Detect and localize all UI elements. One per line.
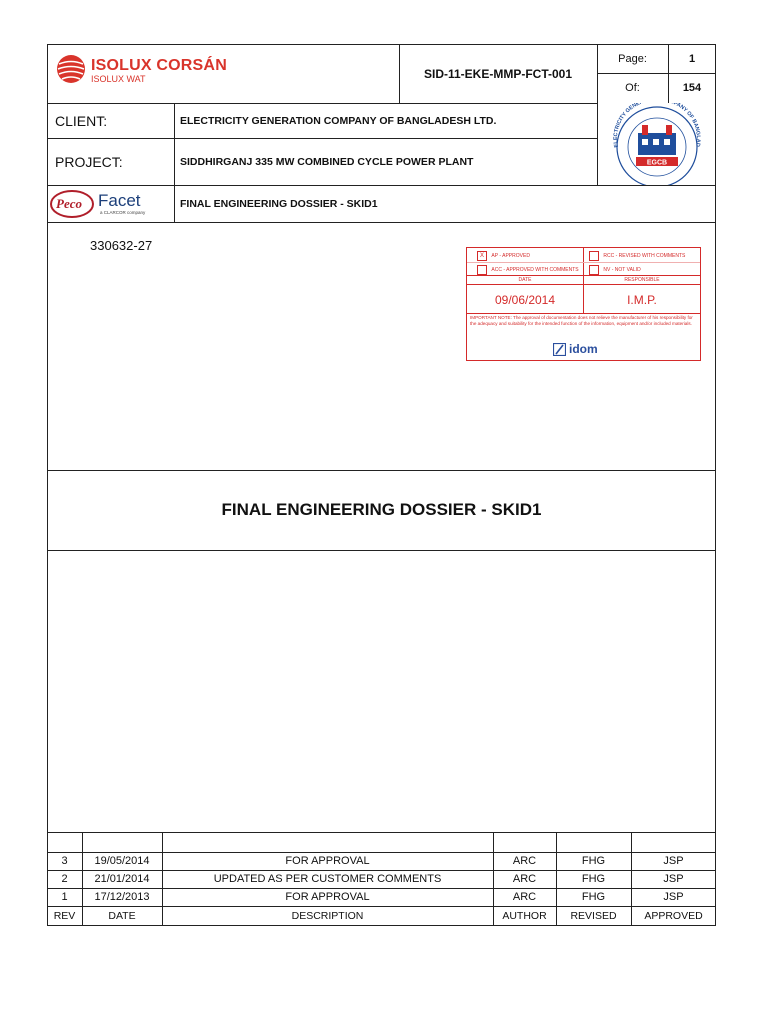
header-approved: APPROVED [644,910,703,922]
revised-cell: FHG [581,891,606,903]
author-cell: ARC [512,891,537,903]
isolux-logo-main: ISOLUX CORSÁN [91,57,227,74]
header-date: DATE [108,910,136,922]
approval-stamp [466,247,701,361]
egcb-seal-center-text: EGCB [646,159,668,167]
stamp-checkbox [589,265,599,275]
facet-logo-name: Facet [98,191,141,210]
description-cell: FOR APPROVAL [285,855,370,867]
egcb-seal-ring-text: ELECTRICITY GENE PANY OF BANGLAD [612,103,702,148]
author-cell: ARC [512,873,537,885]
rev-cell: 3 [61,855,68,867]
description-cell: UPDATED AS PER CUSTOMER COMMENTS [213,873,442,885]
project-label: PROJECT: [55,153,123,170]
stamp-option-label: ACC - APPROVED WITH COMMENTS [491,267,579,273]
approved-cell: JSP [663,873,684,885]
stamp-checkbox [589,251,599,261]
approved-cell: JSP [663,891,684,903]
peco-facet-logo [50,188,172,220]
page-number: 1 [688,52,696,65]
stamp-option-revised [589,251,685,261]
header-author: AUTHOR [502,910,547,922]
description-cell: FOR APPROVAL [285,891,370,903]
egcb-seal-icon [600,103,714,185]
egcb-seal [600,103,714,185]
vendor-document-title: FINAL ENGINEERING DOSSIER - SKID1 [180,197,378,210]
peco-logo-script: Peco [56,196,82,211]
header-rev: REV [53,910,76,922]
revised-cell: FHG [581,855,606,867]
header-revised: REVISED [570,910,617,922]
date-cell: 19/05/2014 [94,855,150,867]
idom-logo-text: idom [569,342,598,356]
stamp-option-label: RCC - REVISED WITH COMMENTS [603,253,686,259]
isolux-logo-sub: ISOLUX WAT [91,74,146,84]
idom-logo [553,342,623,358]
page-label: Page: [618,52,647,65]
stamp-important-note: IMPORTANT NOTE: The approval of documentation does not relieve the manufacturer of his responsibility for the adequacy and suitability for the intended function of the information, equipment and/or included materials. [470,315,693,326]
stamp-responsible-label: RESPONSIBLE [624,277,660,283]
stamp-checkbox [477,265,487,275]
project-name: SIDDHIRGANJ 335 MW COMBINED CYCLE POWER PLANT [180,155,474,168]
client-label: CLIENT: [55,112,108,129]
client-name: ELECTRICITY GENERATION COMPANY OF BANGLADESH LTD. [180,114,497,127]
facet-logo-sub: a CLARCOR company [100,210,146,215]
idom-mark-icon [553,343,566,356]
author-cell: ARC [512,855,537,867]
revised-cell: FHG [581,873,606,885]
stamp-checkbox: X [477,251,487,261]
stamp-date-label: DATE [518,277,532,283]
approved-cell: JSP [663,855,684,867]
rev-cell: 2 [61,873,68,885]
main-title: FINAL ENGINEERING DOSSIER - SKID1 [221,500,542,519]
stamp-option-approved-comments [477,265,579,275]
stamp-option-approved [477,251,530,261]
document-code: SID-11-EKE-MMP-FCT-001 [423,66,573,81]
stamp-option-not-valid [589,265,641,275]
of-label: Of: [625,82,640,94]
stamp-responsible-value: I.M.P. [627,293,657,307]
isolux-logo [56,54,236,90]
reference-number: 330632-27 [90,238,153,253]
date-cell: 21/01/2014 [94,873,150,885]
stamp-date-value: 09/06/2014 [494,293,556,307]
total-pages: 154 [682,82,702,94]
header-description: DESCRIPTION [291,910,364,922]
isolux-globe-icon [56,54,86,84]
stamp-option-label: NV - NOT VALID [603,267,641,273]
stamp-option-label: AP - APPROVED [491,253,530,259]
rev-cell: 1 [61,891,68,903]
date-cell: 17/12/2013 [94,891,150,903]
